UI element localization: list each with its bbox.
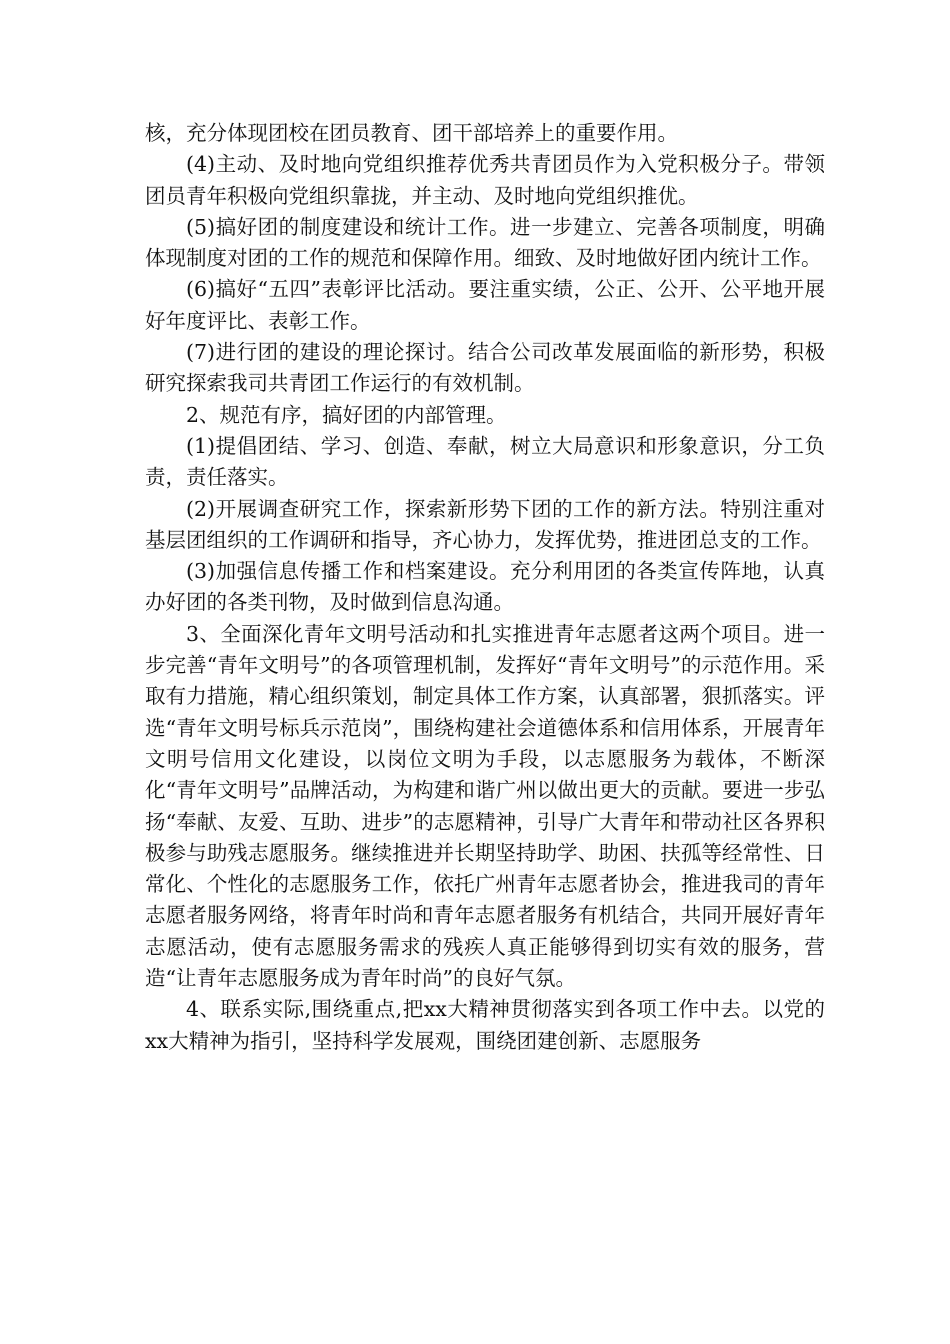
paragraph-sub-item-2: (2)开展调查研究工作，探索新形势下团的工作的新方法。特别注重对基层团组织的工作调研和指导，齐心协力，发挥优势，推进团总支的工作。 [145,496,825,552]
section-paragraph-3: 3、全面深化青年文明号活动和扎实推进青年志愿者这两个项目。进一步完善“青年文明号”的各项管理机制，发挥好“青年文明号”的示范作用。采取有力措施，精心组织策划，制定具体工作方案，认真部署，狠抓落实。评选“青年文明号标兵示范岗”，围绕构建社会道德体系和信用体系，开展青年文明号信用文化建设，以岗位文明为手段，以志愿服务为载体，不断深化“青年文明号”品牌活动，为构建和谐广州以做出更大的贡献。要进一步弘扬“奉献、友爱、互助、进步”的志愿精神，引导广大青年和带动社区各界积极参与助残志愿服务。继续推进并长期坚持助学、助困、扶孤等经常性、日常化、个性化的志愿服务工作，依托广州青年志愿者协会，推进我司的青年志愿者服务网络，将青年时尚和青年志愿者服务有机结合，共同开展好青年志愿活动，使有志愿服务需求的残疾人真正能够得到切实有效的服务，营造“让青年志愿服务成为青年时尚”的良好气氛。 [145,621,825,991]
section-paragraph-4: 4、联系实际,围绕重点,把xx大精神贯彻落实到各项工作中去。以党的xx大精神为指引，坚持科学发展观，围绕团建创新、志愿服务 [145,997,825,1053]
paragraph-item-7: (7)进行团的建设的理论探讨。结合公司改革发展面临的新形势，积极研究探索我司共青团工作运行的有效机制。 [145,340,825,396]
paragraph-item-5: (5)搞好团的制度建设和统计工作。进一步建立、完善各项制度，明确体现制度对团的工作的规范和保障作用。细致、及时地做好团内统计工作。 [145,214,825,271]
document-body [145,118,825,1057]
paragraph-sub-item-3: (3)加强信息传播工作和档案建设。充分利用团的各类宣传阵地，认真办好团的各类刊物，及时做到信息沟通。 [145,559,825,615]
section-heading-2: 2、规范有序，搞好团的内部管理。 [186,402,507,427]
paragraph-sub-item-1: (1)提倡团结、学习、创造、奉献，树立大局意识和形象意识，分工负责，责任落实。 [145,433,825,490]
paragraph-continuation: 核，充分体现团校在团员教育、团干部培养上的重要作用。 [145,121,678,145]
paragraph-item-4: (4)主动、及时地向党组织推荐优秀共青团员作为入党积极分子。带领团员青年积极向党组织靠拢，并主动、及时地向党组织推优。 [145,152,825,208]
paragraph-item-6: (6)搞好“五四”表彰评比活动。要注重实绩，公正、公开、公平地开展好年度评比、表彰工作。 [145,277,825,333]
